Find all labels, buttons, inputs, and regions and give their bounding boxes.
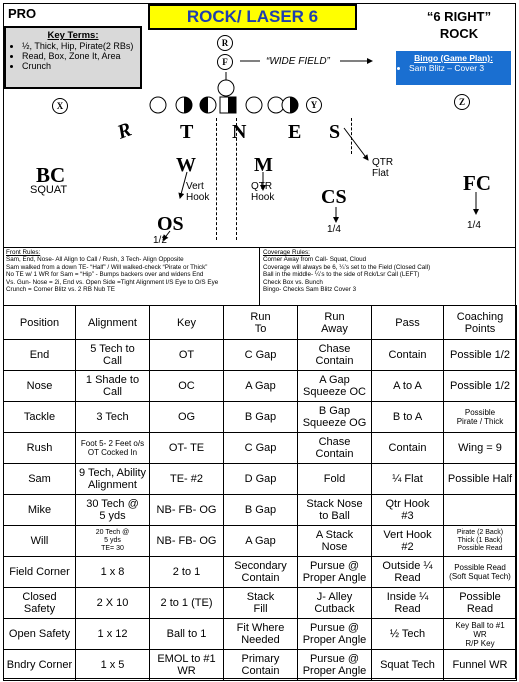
header-position: Position [4, 306, 76, 340]
bc-technique: SQUAT [30, 184, 68, 196]
coverage-rule-line: Corner Away from Call- Squat, Cloud [263, 256, 367, 264]
cell-position: Closed Safety [4, 588, 76, 619]
cell-alignment: 1 x 5 [76, 650, 150, 681]
cell-position: Sam [4, 464, 76, 495]
cell-alignment: 30 Tech @ 5 yds [76, 495, 150, 526]
assignment-table [3, 305, 517, 681]
offense-x-circle: X [52, 98, 68, 114]
cell-key: TE- #2 [150, 464, 224, 495]
table-row [4, 650, 517, 681]
cell-coaching-points: Possible Read [444, 588, 517, 619]
qtr-hook-label: QTR Hook [251, 181, 275, 203]
offense-r-circle: R [217, 35, 233, 51]
cell-key: OC [150, 371, 224, 402]
cell-run-away: Stack Nose to Ball [298, 495, 372, 526]
defender-m: M [254, 154, 273, 176]
table-row [4, 433, 517, 464]
defender-r: R [114, 118, 135, 144]
cell-position: Rush [4, 433, 76, 464]
qb-circle [218, 80, 234, 96]
cell-pass: Qtr Hook #3 [372, 495, 444, 526]
cell-key: OG [150, 402, 224, 433]
cell-run-to: Primary Contain [224, 650, 298, 681]
cell-run-away: B Gap Squeeze OG [298, 402, 372, 433]
cell-run-to: Secondary Contain [224, 557, 298, 588]
call-name-line1: “6 RIGHT” [426, 9, 492, 24]
cell-pass: Contain [372, 340, 444, 371]
cell-run-away: Chase Contain [298, 340, 372, 371]
front-rule-line: Sam walked from a down TE- “Half” / Will walked-check “Pirate or Thick” [6, 263, 208, 271]
cell-alignment: Foot 5- 2 Feet o/s OT Cocked In [76, 433, 150, 464]
cell-pass: Contain [372, 433, 444, 464]
coverage-rule-line: Ball in the middle- ¼’s to the side of Rck/Lsr Call (LEFT) [263, 271, 420, 279]
page-title: ROCK/ LASER 6 [148, 4, 357, 30]
cell-run-to: Stack Fill [224, 588, 298, 619]
cell-key: OT- TE [150, 433, 224, 464]
table-row [4, 402, 517, 433]
cell-coaching-points: Possible Half [444, 464, 517, 495]
front-rule-line: Vs. Gun- Nose = 2i, End vs. Open Side =Tight Alignment I/S Eye to O/S Eye [6, 278, 219, 286]
offense-f-circle: F [217, 54, 233, 70]
defender-e: E [288, 121, 302, 143]
bingo-item: • Sam Blitz – Cover 3 [409, 63, 508, 73]
cell-position: Field Corner [4, 557, 76, 588]
key-terms-heading: Key Terms: [47, 30, 99, 41]
coverage-rules-heading: Coverage Rules: [263, 249, 310, 256]
cell-position: Will [4, 526, 76, 557]
cell-pass: Outside ¼ Read [372, 557, 444, 588]
cell-run-to: C Gap [224, 433, 298, 464]
cell-alignment: 3 Tech [76, 402, 150, 433]
header-run-away: Run Away [298, 306, 372, 340]
front-rule-line: Crunch = Corner Blitz vs. 2 RB Nub TE [6, 286, 115, 294]
cell-coaching-points: Possible Pirate / Thick [444, 402, 517, 433]
cell-key: 2 to 1 (TE) [150, 588, 224, 619]
cell-alignment: 20 Tech @ 5 yds TE= 30 [76, 526, 150, 557]
te-circle-half [184, 97, 192, 113]
ol-circle [246, 97, 262, 113]
cell-coaching-points: Possible 1/2 [444, 340, 517, 371]
cell-pass: B to A [372, 402, 444, 433]
cell-key: NB- FB- OG [150, 526, 224, 557]
cell-run-to: A Gap [224, 371, 298, 402]
cell-position: End [4, 340, 76, 371]
wide-field-label: “WIDE FIELD” [266, 56, 330, 67]
defender-cs: CS [321, 186, 347, 208]
table-row [4, 495, 517, 526]
cell-position: Nose [4, 371, 76, 402]
cell-position: Open Safety [4, 619, 76, 650]
call-name-line2: ROCK [439, 26, 479, 41]
cell-coaching-points: Possible 1/2 [444, 371, 517, 402]
defender-fc: FC [463, 171, 491, 195]
qtr-flat-label: QTR Flat [372, 157, 394, 179]
ol-circle-half [290, 97, 298, 113]
cell-coaching-points: Key Ball to #1 WR R/P Key [444, 619, 517, 650]
defender-bc: BC [36, 163, 66, 187]
header-alignment: Alignment [76, 306, 150, 340]
cell-alignment: 1 x 12 [76, 619, 150, 650]
cell-run-away: A Gap Squeeze OC [298, 371, 372, 402]
header-pass: Pass [372, 306, 444, 340]
cell-pass: ½ Tech [372, 619, 444, 650]
cell-run-away: Pursue @ Proper Angle [298, 557, 372, 588]
coverage-rule-line: Check Box vs. Bunch [263, 278, 323, 286]
key-term-item: • Crunch [22, 61, 136, 71]
front-rules-heading: Front Rules: [6, 249, 41, 256]
ol-circle [150, 97, 166, 113]
cell-pass: A to A [372, 371, 444, 402]
defender-n: N [232, 121, 247, 143]
header-key: Key [150, 306, 224, 340]
table-row [4, 340, 517, 371]
cell-key: NB- FB- OG [150, 495, 224, 526]
cs-depth: 1/4 [327, 224, 341, 235]
coverage-rule-line: Bingo- Checks Sam Blitz Cover 3 [263, 286, 357, 294]
vert-hook-label: Vert Hook [186, 181, 210, 203]
cell-run-away: Chase Contain [298, 433, 372, 464]
cell-pass: Squat Tech [372, 650, 444, 681]
front-rule-line: No TE w/ 1 WR for Sam = “Hip” - Bumps backers over and widens End [6, 271, 204, 279]
table-header-row [4, 306, 517, 340]
cell-alignment: 1 x 8 [76, 557, 150, 588]
cell-pass: Vert Hook #2 [372, 526, 444, 557]
cell-run-to: D Gap [224, 464, 298, 495]
line-of-scrimmage-left [216, 118, 217, 240]
cell-alignment: 5 Tech to Call [76, 340, 150, 371]
cell-run-to: B Gap [224, 402, 298, 433]
defender-t: T [180, 121, 194, 143]
defender-s: S [329, 121, 341, 143]
s-flat-arrow [344, 128, 368, 160]
cell-key: EMOL to #1 WR [150, 650, 224, 681]
key-term-item: • ½, Thick, Hip, Pirate(2 RBs) [22, 41, 136, 51]
s-dashed-line [351, 118, 352, 154]
fc-depth: 1/4 [467, 220, 481, 231]
cell-coaching-points: Possible Read (Soft Squat Tech) [444, 557, 517, 588]
cell-run-to: A Gap [224, 526, 298, 557]
cell-pass: ¼ Flat [372, 464, 444, 495]
cell-coaching-points: Funnel WR [444, 650, 517, 681]
os-depth: 1/2 [153, 235, 167, 246]
cell-coaching-points [444, 495, 517, 526]
offense-z-circle: Z [454, 94, 470, 110]
rules-divider [259, 247, 260, 305]
cell-alignment: 2 X 10 [76, 588, 150, 619]
cell-key: OT [150, 340, 224, 371]
cell-position: Mike [4, 495, 76, 526]
coverage-rules [263, 249, 513, 293]
table-row [4, 619, 517, 650]
front-rule-line: Sam, End, Nose- All Align to Call / Rush, 3 Tech- Align Opposite [6, 256, 184, 264]
cell-run-away: Fold [298, 464, 372, 495]
header-run-to: Run To [224, 306, 298, 340]
pro-label: PRO [8, 6, 37, 21]
header-coaching-points: Coaching Points [444, 306, 517, 340]
cell-key: 2 to 1 [150, 557, 224, 588]
table-row [4, 371, 517, 402]
cell-position: Bndry Corner [4, 650, 76, 681]
defender-os: OS [157, 213, 184, 235]
cell-run-to: B Gap [224, 495, 298, 526]
cell-run-away: Pursue @ Proper Angle [298, 619, 372, 650]
offense-y-circle: Y [306, 97, 322, 113]
cell-run-to: Fit Where Needed [224, 619, 298, 650]
cell-run-to: C Gap [224, 340, 298, 371]
bingo-heading: Bingo (Game Plan): [414, 53, 493, 63]
cell-alignment: 9 Tech, Ability Alignment [76, 464, 150, 495]
cell-coaching-points: Pirate (2 Back) Thick (1 Back) Possible Read [444, 526, 517, 557]
table-row [4, 557, 517, 588]
coverage-rule-line: Coverage will always be 6, ¼’s set to the Field (Closed Call) [263, 263, 431, 271]
cell-coaching-points: Wing = 9 [444, 433, 517, 464]
cell-key: Ball to 1 [150, 619, 224, 650]
table-row [4, 588, 517, 619]
cell-alignment: 1 Shade to Call [76, 371, 150, 402]
table-row [4, 526, 517, 557]
key-term-item: • Read, Box, Zone It, Area [22, 51, 136, 61]
cell-run-away: Pursue @ Proper Angle [298, 650, 372, 681]
ol-circle-half [200, 97, 208, 113]
front-rules [6, 249, 258, 293]
center-square-half [228, 97, 236, 113]
table-row [4, 464, 517, 495]
defender-w: W [176, 154, 196, 176]
cell-pass: Inside ¼ Read [372, 588, 444, 619]
cell-run-away: A Stack Nose [298, 526, 372, 557]
cell-position: Tackle [4, 402, 76, 433]
cell-run-away: J- Alley Cutback [298, 588, 372, 619]
